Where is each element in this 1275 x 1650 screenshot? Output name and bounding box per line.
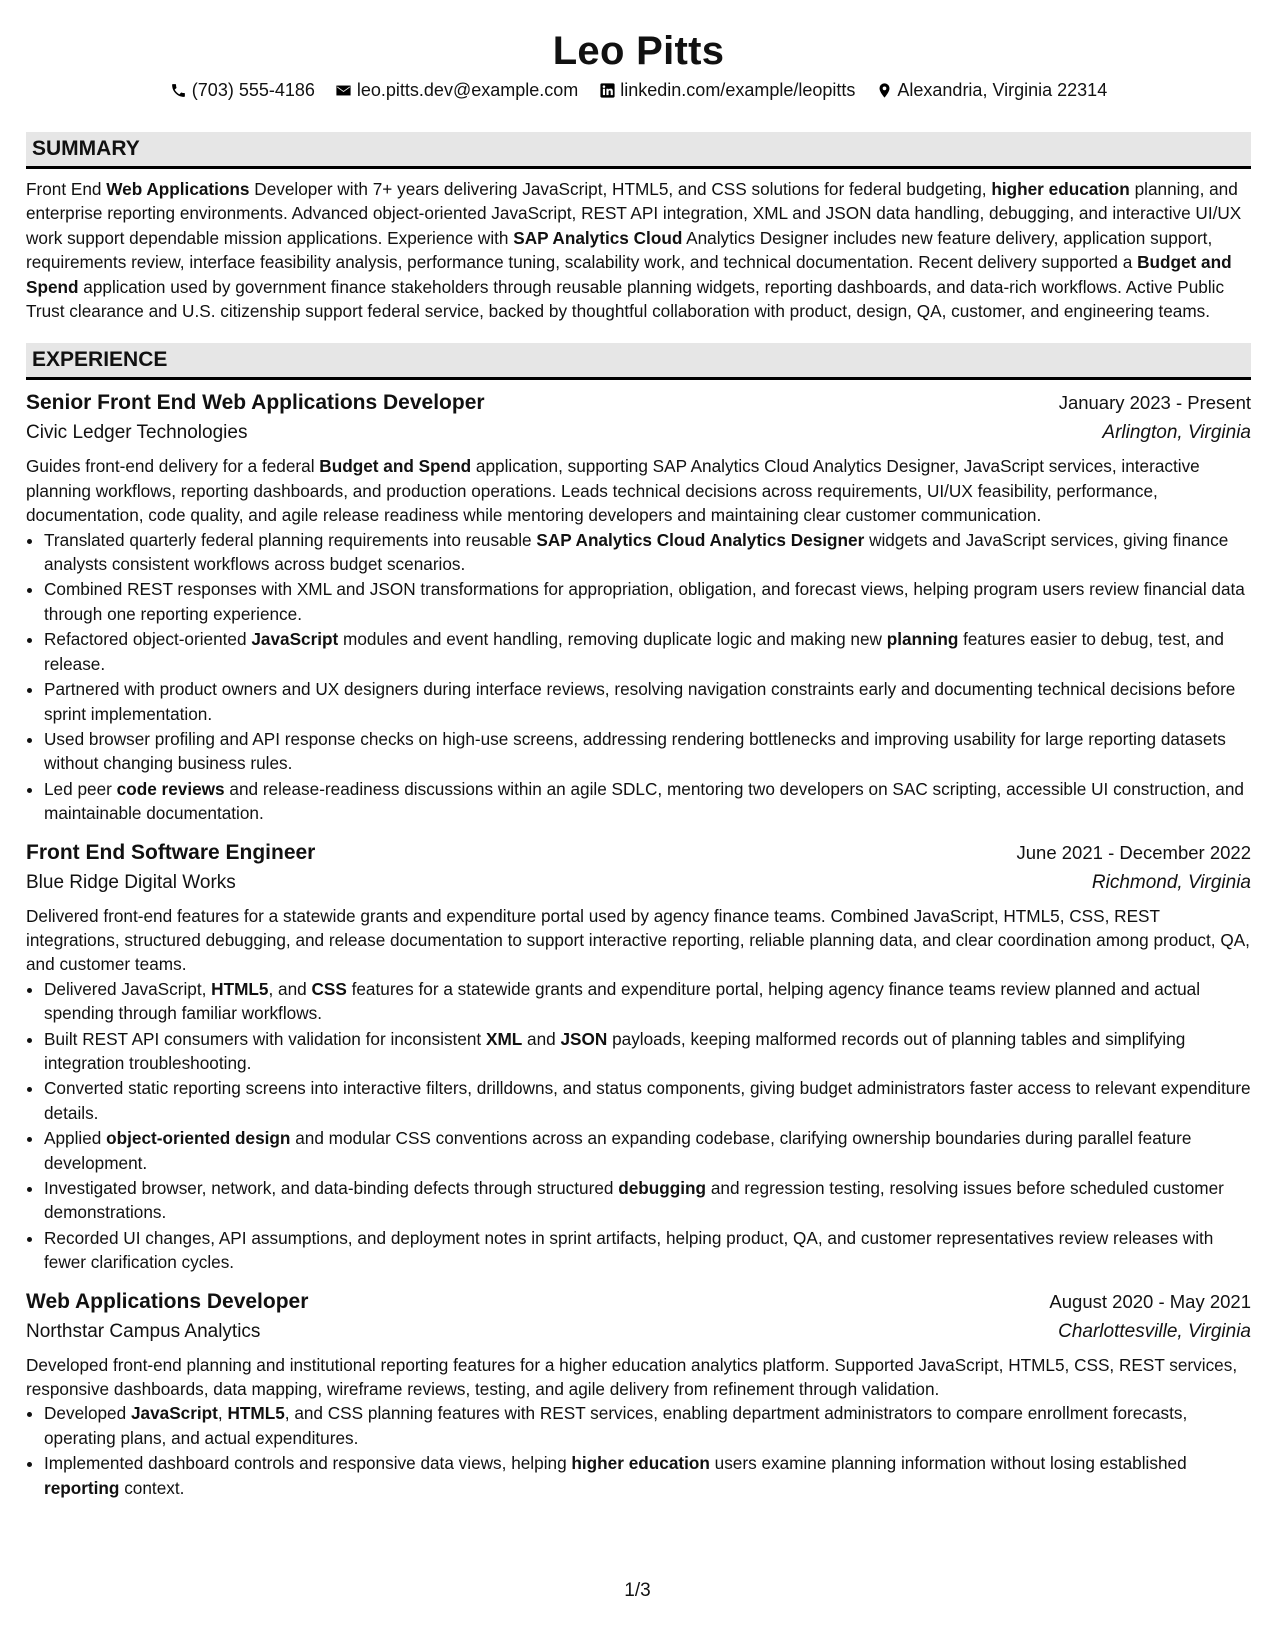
bullet-item [44,677,1251,726]
text-segment: , and [268,978,312,999]
job-company-row [26,1317,1251,1347]
bold-text: SAP Analytics Cloud [513,227,683,248]
bullet-item [44,1176,1251,1225]
bold-text: Web Applications [106,179,250,199]
linkedin-icon [598,81,616,99]
job-dates: June 2021 - December 2022 [1016,841,1251,863]
text-segment: Delivered JavaScript, [44,978,212,999]
text-segment: users examine planning information without losing established [709,1453,1187,1474]
job-company-row [26,418,1251,448]
bullet-item [44,777,1251,826]
bold-text: Budget and Spend [319,456,472,477]
job-bullets [26,528,1251,826]
job-entry [26,1287,1251,1500]
bullet-item [44,627,1251,676]
text-segment: and [522,1028,561,1049]
bullet-item [44,577,1251,626]
bullet-item [44,1126,1251,1175]
text-segment: Refactored object-oriented [44,629,252,650]
location-text: Alexandria, Virginia 22314 [897,80,1108,100]
bullet-item [44,727,1251,776]
contact-location [875,78,1107,102]
resume-page [26,0,1251,1501]
bullet-item [44,1451,1251,1500]
summary-paragraph [26,177,1251,323]
job-bullets [26,977,1251,1275]
text-segment: and modular CSS conventions across an expanding codebase, clarifying ownership boundaries during parallel feature development. [44,1128,1192,1173]
job-dates: January 2023 - Present [1058,392,1251,414]
job-title: Front End Software Engineer [26,840,316,864]
contact-email[interactable] [335,78,578,102]
contact-linkedin[interactable] [598,78,855,102]
job-company: Blue Ridge Digital Works [26,871,236,893]
text-segment: Front End [26,179,107,199]
bold-text: higher education [571,1453,710,1474]
contact-phone [170,78,315,102]
bold-text: SAP Analytics Cloud Analytics Designer [536,529,865,550]
text-segment: Investigated browser, network, and data-binding defects through structured [44,1178,619,1198]
job-location: Charlottesville, Virginia [1058,1320,1251,1342]
job-company: Northstar Campus Analytics [26,1320,261,1342]
contact-bar [26,78,1251,102]
bold-text: Budget and Spend [26,252,1232,297]
text-segment: Guides front-end delivery for a federal [26,456,320,477]
bold-text: HTML5 [227,1403,285,1424]
bold-text: debugging [618,1178,707,1198]
bullet-item [44,1076,1251,1125]
job-company-row [26,868,1251,898]
job-summary [26,904,1251,977]
bold-text: reporting [44,1477,120,1498]
bold-text: XML [485,1028,523,1049]
text-segment: Led peer [44,778,117,799]
text-segment: Built REST API consumers with validation for inconsistent [44,1028,486,1049]
job-header-row [26,838,1251,868]
job-summary [26,1353,1251,1402]
bold-text: higher education [991,179,1130,199]
text-segment: application used by government finance stakeholders through reusable planning widgets, reporting dashboards, and data-rich workflows. Active Public Trust clearance and U.S. citizenship support federal service, backed by thoughtful collaboration with product, design, QA, customer, and engineering teams. [26,276,1225,322]
bold-text: planning [886,629,959,650]
experience-list [26,388,1251,1500]
linkedin-link[interactable]: linkedin.com/example/leopitts [620,80,856,100]
job-entry [26,838,1251,1275]
candidate-name: Leo Pitts [552,29,725,73]
job-entry [26,388,1251,825]
bullet-item [44,977,1251,1026]
bold-text: code reviews [116,778,225,799]
phone-icon [170,81,188,99]
bold-text: JavaScript [251,629,339,650]
page-number: 1/3 [624,1580,651,1601]
job-company: Civic Ledger Technologies [26,422,248,444]
text-segment: features for a statewide grants and expenditure portal, helping agency finance teams review planned and actual spending through familiar workflows. [44,978,1201,1024]
text-segment: Analytics Designer includes new feature delivery, application support, requirements review, interface feasibility analysis, performance tuning, scalability work, and technical documentation. Recent delivery supported a [26,227,1213,273]
envelope-icon [335,81,353,99]
experience-heading: EXPERIENCE [26,343,1251,380]
bold-text: HTML5 [211,978,269,999]
text-segment: Developer with 7+ years delivering JavaScript, HTML5, and CSS solutions for federal budgeting, [249,179,992,199]
text-segment: and regression testing, resolving issues before scheduled customer demonstrations. [44,1178,1224,1223]
bold-text: object-oriented design [106,1128,291,1149]
job-summary [26,454,1251,527]
bold-text: CSS [311,978,347,999]
job-location: Richmond, Virginia [1091,871,1251,893]
text-segment: Delivered front-end features for a statewide grants and expenditure portal used by agency finance teams. Combined JavaScript, HTML5, CSS, REST integrations, structured debugging, and release documentation to support interactive reporting, reliable planning data, and clear coordination among product, QA, and customer teams. [26,905,1250,975]
text-segment: widgets and JavaScript services, giving finance analysts consistent workflows across budget scenarios. [44,529,1229,575]
job-location: Arlington, Virginia [1102,422,1251,444]
summary-heading: SUMMARY [26,132,1251,169]
text-segment: Used browser profiling and API response checks on high-use screens, addressing rendering bottlenecks and improving usability for large reporting datasets without changing business rules. [44,728,1226,774]
phone-text: (703) 555-4186 [191,80,315,100]
text-segment: Converted static reporting screens into interactive filters, drilldowns, and status components, giving budget administrators faster access to relevant expenditure details. [44,1078,1251,1123]
text-segment: , and CSS planning features with REST services, enabling department administrators to compare enrollment forecasts, operating plans, and actual expenditures. [44,1403,1188,1448]
email-link[interactable]: leo.pitts.dev@example.com [356,80,579,100]
job-header-row [26,388,1251,418]
text-segment: and release-readiness discussions within an agile SDLC, mentoring two developers on SAC scripting, accessible UI construction, and maintainable documentation. [44,778,1244,824]
text-segment: application, supporting SAP Analytics Cloud Analytics Designer, JavaScript services, interactive planning workflows, reporting dashboards, and production operations. Leads technical decisions across requirements, UI/UX feasibility, performance, documentation, code quality, and agile release readiness while mentoring developers and maintaining clear customer communication. [26,456,1200,526]
bullet-item [44,1401,1251,1450]
job-title: Web Applications Developer [26,1289,309,1313]
text-segment: planning, and enterprise reporting environments. Advanced object-oriented JavaScript, REST API integration, XML and JSON data handling, debugging, and interactive UI/UX work support dependable mission applications. Experience with [26,179,1242,248]
job-header-row [26,1287,1251,1317]
bullet-item [44,528,1251,577]
map-pin-icon [875,81,893,99]
job-bullets [26,1401,1251,1500]
text-segment: Implemented dashboard controls and responsive data views, helping [44,1453,572,1474]
text-segment: Developed [44,1403,131,1424]
bold-text: JSON [560,1028,608,1049]
text-segment: features easier to debug, test, and release. [44,629,1224,674]
text-segment: Developed front-end planning and institutional reporting features for a higher education analytics platform. Supported JavaScript, HTML5, CSS, REST services, responsive dashboards, data mapping, wireframe reviews, testing, and agile delivery from refinement through validation. [26,1354,1238,1400]
text-segment: Recorded UI changes, API assumptions, and deployment notes in sprint artifacts, helping product, QA, and customer representatives review releases with fewer clarification cycles. [44,1227,1214,1273]
text-segment: modules and event handling, removing duplicate logic and making new [338,629,887,650]
text-segment: Partnered with product owners and UX designers during interface reviews, resolving navigation constraints early and documenting technical decisions before sprint implementation. [44,679,1236,724]
job-dates: August 2020 - May 2021 [1049,1290,1251,1312]
text-segment: payloads, keeping malformed records out of planning tables and simplifying integration troubleshooting. [44,1028,1186,1073]
text-segment: Translated quarterly federal planning requirements into reusable [44,529,537,550]
bullet-item [44,1027,1251,1076]
text-segment: context. [119,1477,185,1498]
job-title: Senior Front End Web Applications Developer [26,391,485,415]
bold-text: JavaScript [130,1403,218,1424]
text-segment: , [217,1403,228,1424]
bullet-item [44,1226,1251,1275]
text-segment: Combined REST responses with XML and JSON transformations for appropriation, obligation, and forecast views, helping program users review financial data through one reporting experience. [44,579,1245,624]
text-segment: Applied [44,1128,107,1149]
